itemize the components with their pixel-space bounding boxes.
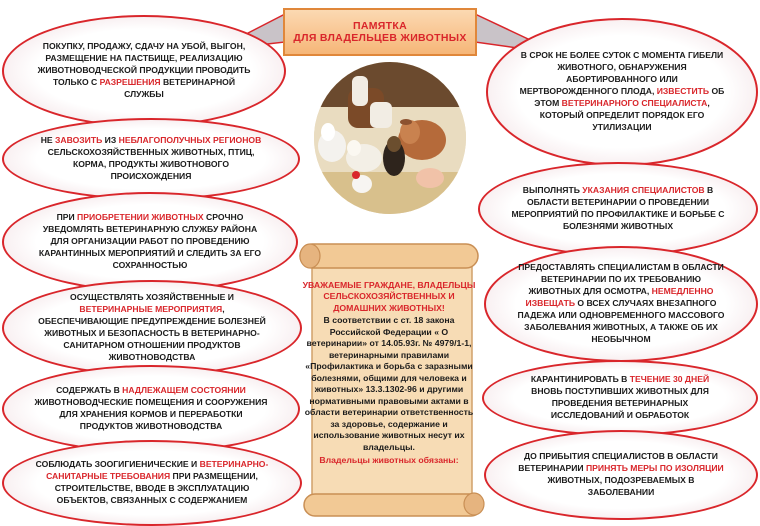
right-note-2-text: ВЫПОЛНЯТЬ УКАЗАНИЯ СПЕЦИАЛИСТОВ В ОБЛАСТИ ВЕТЕРИНАРИИ О ПРОВЕДЕНИИ МЕРОПРИЯТИЙ ПО ПРОФИЛАКТИКЕ И БОРЬБЕ С БОЛЕЗНЯМИ ЖИВОТНЫХ	[511, 185, 725, 231]
left-note-5-text: СОДЕРЖАТЬ В НАДЛЕЖАЩЕМ СОСТОЯНИИ ЖИВОТНОВОДЧЕСКИЕ ПОМЕЩЕНИЯ И СООРУЖЕНИЯ ДЛЯ ХРАНЕНИЯ КОРМОВ И ПЕРЕРАБОТКИ ПРОДУКТОВ ЖИВОТНОВОДСТВА	[34, 385, 268, 431]
scroll-body: В соответствии с ст. 18 закона Российской Федерации « О ветеринарии» от 14.05.93г. № 4979/1-1, ветеринарными правилами «Профилактика и борьба с заразными болезнями, общими для человека и животных» 13.3.1302-96 и другими нормативными правовыми актами в области ветеринарии ответственность за здоровье, содержание и использование животных несут их владельцы.	[304, 315, 474, 452]
scroll-heading: УВАЖАЕМЫЕ ГРАЖДАНЕ, ВЛАДЕЛЬЦЫ СЕЛЬСКОХОЗЯЙСТВЕННЫХ И ДОМАШНИХ ЖИВОТНЫХ!	[302, 280, 476, 313]
title-line-2: ДЛЯ ВЛАДЕЛЬЦЕВ ЖИВОТНЫХ	[293, 32, 467, 44]
title-line-1: ПАМЯТКА	[353, 20, 407, 32]
right-note-3	[484, 246, 758, 362]
right-note-1	[486, 18, 758, 166]
right-note-5-text: ДО ПРИБЫТИЯ СПЕЦИАЛИСТОВ В ОБЛАСТИ ВЕТЕРИНАРИИ ПРИНЯТЬ МЕРЫ ПО ИЗОЛЯЦИИ ЖИВОТНЫХ, ПОДОЗРЕВАЕМЫХ В ЗАБОЛЕВАНИИ	[518, 451, 724, 497]
left-note-3-text: ПРИ ПРИОБРЕТЕНИИ ЖИВОТНЫХ СРОЧНО УВЕДОМЛЯТЬ ВЕТЕРИНАРНУЮ СЛУЖБУ РАЙОНА ДЛЯ ОРГАНИЗАЦИИ РАБОТ ПО ПРОВЕДЕНИЮ КАРАНТИННЫХ МЕРОПРИЯТИЙ И СЛЕДИТЬ ЗА ЕГО СОХРАННОСТЬЮ	[38, 212, 262, 270]
scroll-footer: Владельцы животных обязаны:	[319, 455, 459, 466]
left-note-2-text: НЕ ЗАВОЗИТЬ ИЗ НЕБЛАГОПОЛУЧНЫХ РЕГИОНОВ СЕЛЬСКОХОЗЯЙСТВЕННЫХ ЖИВОТНЫХ, ПТИЦ, КОРМА, ПРОДУКТЫ ЖИВОТНОВОГО ПРОИСХОЖДЕНИЯ	[40, 135, 262, 181]
farm-animals-photo	[314, 62, 466, 214]
left-note-1-text: ПОКУПКУ, ПРОДАЖУ, СДАЧУ НА УБОЙ, ВЫГОН, РАЗМЕЩЕНИЕ НА ПАСТБИЩЕ, РЕАЛИЗАЦИЮ ЖИВОТНОВОДЧЕСКОЙ ПРОДУКЦИИ ПРОВОДИТЬ ТОЛЬКО С РАЗРЕШЕНИЯ ВЕТЕРИНАРНОЙ СЛУЖБЫ	[37, 41, 251, 99]
right-note-3-text: ПРЕДОСТАВЛЯТЬ СПЕЦИАЛИСТАМ В ОБЛАСТИ ВЕТЕРИНАРИИ ПО ИХ ТРЕБОВАНИЮ ЖИВОТНЫХ ДЛЯ ОСМОТРА, НЕМЕДЛЕННО ИЗВЕЩАТЬ О ВСЕХ СЛУЧАЯХ ВНЕЗАПНОГО ПАДЕЖА ИЛИ ОДНОВРЕМЕННОГО МАССОВОГО ЗАБОЛЕВАНИЯ ЖИВОТНЫХ, А ТАКЖЕ ОБ ИХ НЕОБЫЧНОМ	[517, 262, 725, 344]
left-note-4	[2, 280, 302, 376]
right-note-2	[478, 162, 758, 256]
right-note-4-text: КАРАНТИНИРОВАТЬ В ТЕЧЕНИЕ 30 ДНЕЙ ВНОВЬ ПОСТУПИВШИХ ЖИВОТНЫХ ДЛЯ ПРОВЕДЕНИЯ ВЕТЕРИНАРНЫХ ИССЛЕДОВАНИЙ И ОБРАБОТОК	[530, 374, 710, 420]
right-note-1-text: В СРОК НЕ БОЛЕЕ СУТОК С МОМЕНТА ГИБЕЛИ ЖИВОТНОГО, ОБНАРУЖЕНИЯ АБОРТИРОВАННОГО ИЛИ МЕРТВОРОЖДЕННОГО ПЛОДА, ИЗВЕСТИТЬ ОБ ЭТОМ ВЕТЕРИНАРНОГО СПЕЦИАЛИСТА, КОТОРЫЙ ОПРЕДЕЛИТ ПОРЯДОК ЕГО УТИЛИЗАЦИИ	[519, 50, 725, 132]
right-note-4	[482, 360, 758, 436]
right-note-5	[484, 430, 758, 520]
scroll-text	[302, 280, 476, 505]
left-note-6-text: СОБЛЮДАТЬ ЗООГИГИЕНИЧЕСКИЕ И ВЕТЕРИНАРНО-САНИТАРНЫЕ ТРЕБОВАНИЯ ПРИ РАЗМЕЩЕНИИ, СТРОИТЕЛЬСТВЕ, ВВОДЕ В ЭКСПЛУАТАЦИЮ ОБЪЕКТОВ, СВЯЗАННЫХ С СОДЕРЖАНИЕМ	[35, 459, 269, 505]
left-note-2	[2, 118, 300, 200]
left-note-3	[2, 192, 298, 292]
left-note-1	[2, 15, 286, 127]
pig-icon	[416, 168, 444, 188]
left-note-4-text: ОСУЩЕСТВЛЯТЬ ХОЗЯЙСТВЕННЫЕ И ВЕТЕРИНАРНЫЕ МЕРОПРИЯТИЯ, ОБЕСПЕЧИВАЮЩИЕ ПРЕДУПРЕЖДЕНИЕ БОЛЕЗНЕЙ ЖИВОТНЫХ И БЕЗОПАСНОСТЬ В ВЕТЕРИНАРНО-САНИТАРНОМ ОТНОШЕНИИ ПРОДУКТОВ ЖИВОТНОВОДСТВА	[38, 292, 266, 362]
left-note-6	[2, 440, 302, 526]
title-box	[283, 8, 477, 56]
